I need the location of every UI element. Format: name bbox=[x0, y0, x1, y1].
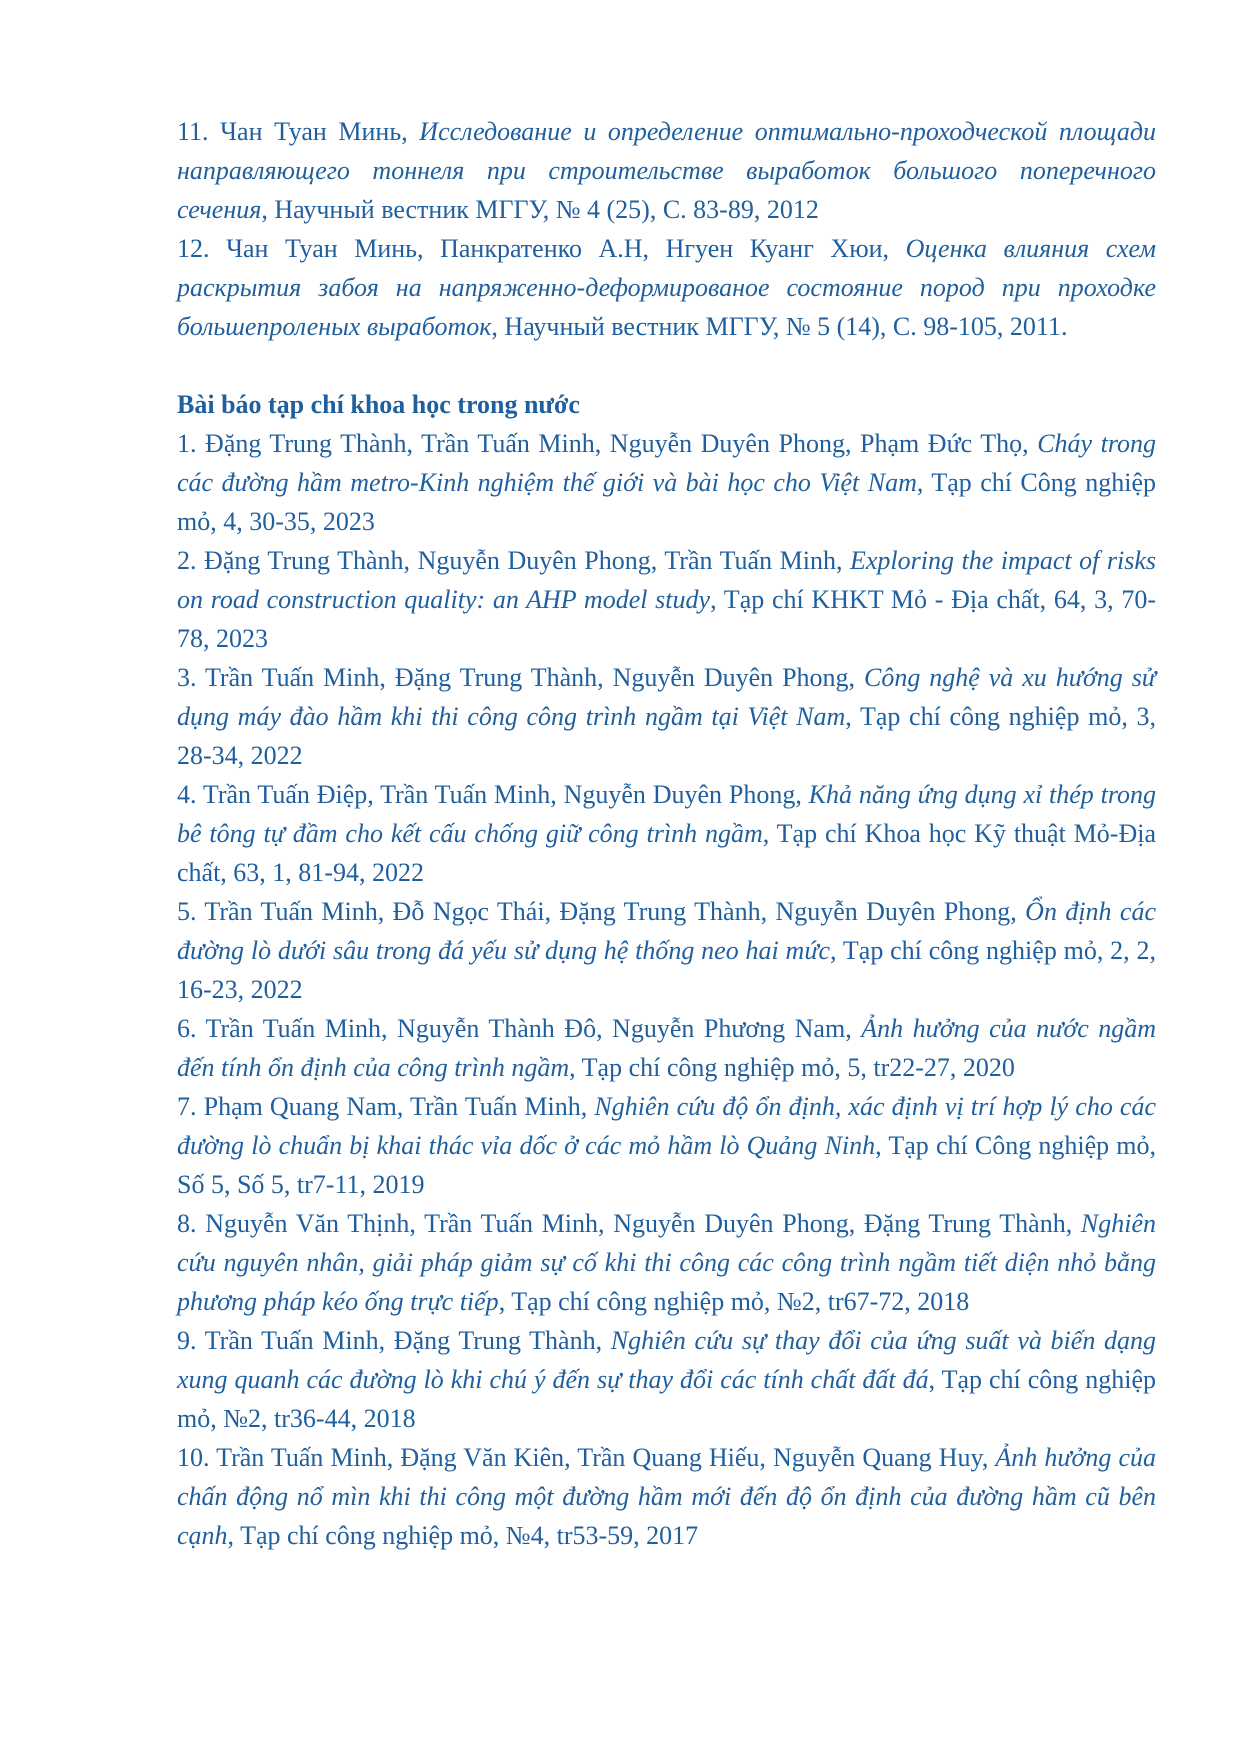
ref-number: 9. bbox=[177, 1326, 197, 1355]
reference-item bbox=[177, 229, 1156, 346]
ref-authors: Đặng Trung Thành, Nguyễn Duyên Phong, Trần Tuấn Minh, bbox=[204, 546, 850, 575]
ref-authors: Чан Туан Минь, Панкратенко А.Н, Нгуен Куанг Хюи, bbox=[226, 234, 906, 263]
ref-authors: Trần Tuấn Minh, Đặng Trung Thành, Nguyễn Duyên Phong, bbox=[204, 663, 864, 692]
ref-title: Khả năng ứng dụng xỉ thép trong bê tông tự đầm cho kết cấu chống giữ công trình ngầm bbox=[177, 780, 1156, 848]
ref-source: , Tạp chí công nghiệp mỏ, 3, 28-34, 2022 bbox=[177, 702, 1156, 770]
ref-authors: Phạm Quang Nam, Trần Tuấn Minh, bbox=[203, 1092, 595, 1121]
ref-title: Исследование и определение оптимально-проходческой площади направляющего тоннеля при строительстве выработок большого поперечного сечения bbox=[177, 117, 1156, 224]
ref-number: 12. bbox=[177, 234, 210, 263]
reference-item bbox=[177, 775, 1156, 892]
ref-source: , Tạp chí Khoa học Kỹ thuật Mỏ-Địa chất, 63, 1, 81-94, 2022 bbox=[177, 819, 1157, 887]
ref-authors: Trần Tuấn Điệp, Trần Tuấn Minh, Nguyễn Duyên Phong, bbox=[202, 780, 809, 809]
reference-item bbox=[177, 1438, 1156, 1555]
reference-item bbox=[177, 112, 1156, 229]
ref-authors: Trần Tuấn Minh, Đỗ Ngọc Thái, Đặng Trung Thành, Nguyễn Duyên Phong, bbox=[204, 897, 1026, 926]
ref-source: , Tạp chí Công nghiệp mỏ, 4, 30-35, 2023 bbox=[177, 468, 1156, 536]
ref-source: , Научный вестник МГГУ, № 5 (14), С. 98-105, 2011. bbox=[491, 312, 1068, 341]
ref-source: , Tạp chí công nghiệp mỏ, №4, tr53-59, 2017 bbox=[227, 1521, 699, 1550]
document-page bbox=[177, 112, 1156, 1555]
section-spacer bbox=[177, 346, 1156, 385]
ref-source: , Tạp chí công nghiệp mỏ, 2, 2, 16-23, 2022 bbox=[177, 936, 1156, 1004]
ref-number: 11. bbox=[177, 117, 209, 146]
reference-item bbox=[177, 424, 1156, 541]
ref-number: 6. bbox=[177, 1014, 197, 1043]
ref-number: 1. bbox=[177, 429, 197, 458]
ref-number: 3. bbox=[177, 663, 197, 692]
ref-authors: Trần Tuấn Minh, Đặng Văn Kiên, Trần Quang Hiếu, Nguyễn Quang Huy, bbox=[216, 1443, 996, 1472]
ref-title: Ảnh hưởng của chấn động nổ mìn khi thi công một đường hầm mới đến độ ổn định của đường hầm cũ bên cạnh bbox=[177, 1443, 1157, 1550]
ref-number: 2. bbox=[177, 546, 197, 575]
ref-source: , Tạp chí Công nghiệp mỏ, Số 5, Số 5, tr7-11, 2019 bbox=[177, 1131, 1157, 1199]
ref-title: Оценка влияния схем раскрытия забоя на напряженно-деформированое состояние пород при проходке большепроленых выработок bbox=[177, 234, 1157, 341]
ref-source: , Tạp chí KHKT Mỏ - Địa chất, 64, 3, 70-78, 2023 bbox=[177, 585, 1156, 653]
ref-title: Ổn định các đường lò dưới sâu trong đá yếu sử dụng hệ thống neo hai mức bbox=[177, 897, 1156, 965]
ref-authors: Nguyễn Văn Thịnh, Trần Tuấn Minh, Nguyễn Duyên Phong, Đặng Trung Thành, bbox=[205, 1209, 1081, 1238]
reference-item bbox=[177, 1321, 1156, 1438]
ref-authors: Trần Tuấn Minh, Nguyễn Thành Đô, Nguyễn Phương Nam, bbox=[205, 1014, 862, 1043]
ref-number: 7. bbox=[177, 1092, 197, 1121]
reference-item bbox=[177, 1009, 1156, 1087]
reference-item bbox=[177, 892, 1156, 1009]
section-heading: Bài báo tạp chí khoa học trong nước bbox=[177, 390, 580, 419]
ref-title: Exploring the impact of risks on road construction quality: an AHP model study bbox=[177, 546, 1157, 614]
ref-title: Cháy trong các đường hầm metro-Kinh nghiệm thế giới và bài học cho Việt Nam bbox=[177, 429, 1157, 497]
ref-authors: Đặng Trung Thành, Trần Tuấn Minh, Nguyễn Duyên Phong, Phạm Đức Thọ, bbox=[205, 429, 1038, 458]
ref-source: , Tạp chí công nghiệp mỏ, 5, tr22-27, 2020 bbox=[569, 1053, 1015, 1082]
ref-title: Nghiên cứu sự thay đổi của ứng suất và biến dạng xung quanh các đường lò khi chú ý đến sự thay đổi các tính chất đất đá bbox=[177, 1326, 1156, 1394]
reference-item bbox=[177, 1087, 1156, 1204]
ref-title: Nghiên cứu độ ổn định, xác định vị trí hợp lý cho các đường lò chuẩn bị khai thác vỉa dốc ở các mỏ hầm lò Quảng Ninh bbox=[177, 1092, 1157, 1160]
reference-item bbox=[177, 541, 1156, 658]
ref-number: 8. bbox=[177, 1209, 197, 1238]
ref-title: Ảnh hưởng của nước ngầm đến tính ổn định của công trình ngầm bbox=[177, 1014, 1157, 1082]
ref-number: 10. bbox=[177, 1443, 210, 1472]
ref-source: , Tạp chí công nghiệp mỏ, №2, tr67-72, 2018 bbox=[498, 1287, 970, 1316]
ref-authors: Trần Tuấn Minh, Đặng Trung Thành, bbox=[204, 1326, 611, 1355]
ref-title: Nghiên cứu nguyên nhân, giải pháp giảm sự cố khi thi công các công trình ngầm tiết diện nhỏ bằng phương pháp kéo ống trực tiếp bbox=[177, 1209, 1156, 1316]
ref-title: Công nghệ và xu hướng sử dụng máy đào hầm khi thi công công trình ngầm tại Việt Nam bbox=[177, 663, 1156, 731]
reference-item bbox=[177, 1204, 1156, 1321]
ref-authors: Чан Туан Минь, bbox=[220, 117, 420, 146]
reference-item bbox=[177, 658, 1156, 775]
ref-source: , Tạp chí công nghiệp mỏ, №2, tr36-44, 2018 bbox=[177, 1365, 1156, 1433]
ref-source: , Научный вестник МГГУ, № 4 (25), С. 83-89, 2012 bbox=[261, 195, 819, 224]
ref-number: 4. bbox=[177, 780, 197, 809]
ref-number: 5. bbox=[177, 897, 197, 926]
